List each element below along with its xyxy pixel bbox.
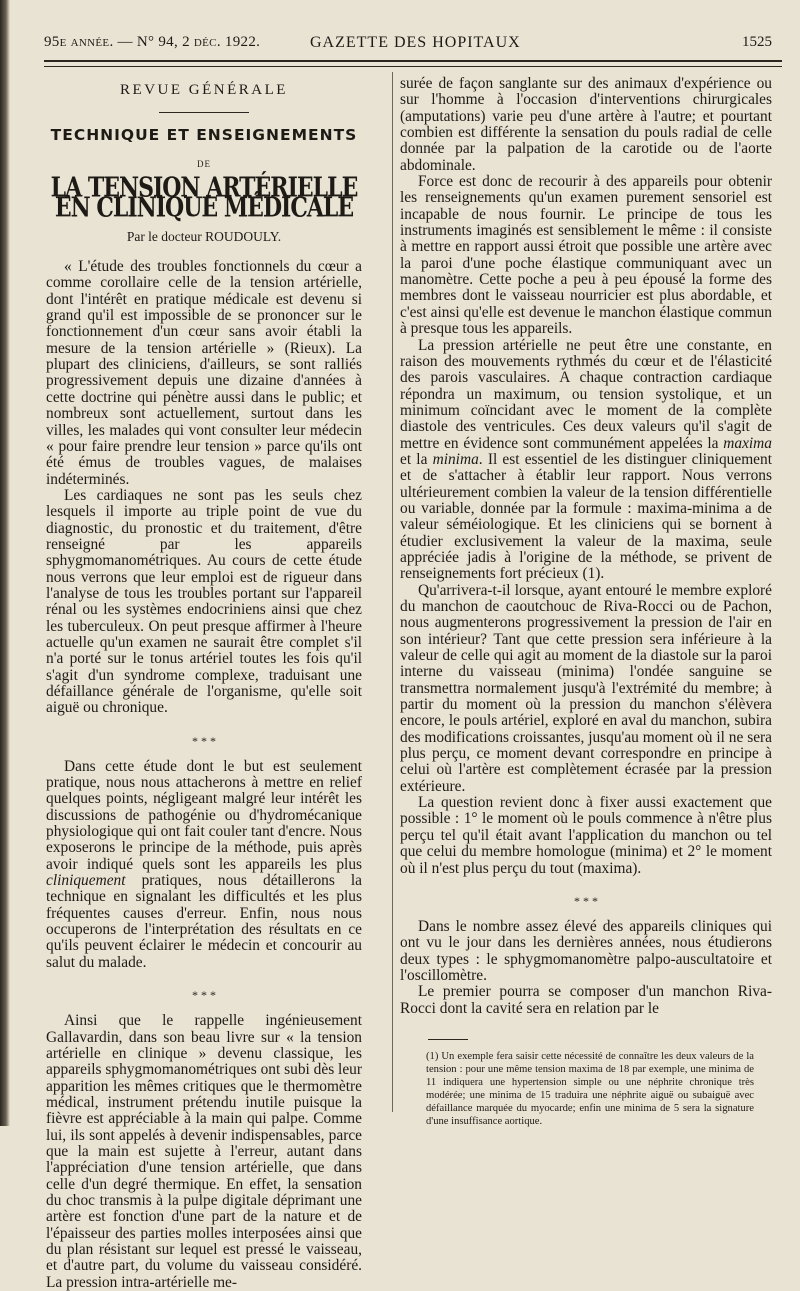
- left-column: [46, 76, 362, 1291]
- footnote-rule: [428, 1039, 468, 1040]
- paragraph: La question revient donc à fixer aussi exactement que possible : 1° le moment où le pouls commence à n'être plus perçu tel qu'il était avant l'application du manchon ou tel que celui du membre homologue (minima) et 2° le moment où il n'est plus perçu du tout (maxima).: [400, 794, 772, 877]
- header-rule-thick: [44, 60, 782, 62]
- section-separator-stars: * * *: [192, 988, 216, 1003]
- paragraph: Ainsi que le rappelle ingénieusement Gallavardin, dans son beau livre sur « la tension artérielle en clinique » devenu classique, les appareils sphygmomanométriques ont subi dès leur apparition les mêmes critiques que le thermomètre médical, instrument prétendu inutile puisque la fièvre est appréciable à la main qui palpe. Comme lui, ils sont appelés à devenir indispensables, parce que la main est sujette à l'erreur, autant dans l'appréciation d'une tension artérielle, que dans celle d'un degré thermique. En effet, la sensation du choc transmis à la pulpe digitale déprimant une artère est fonction d'une part de la nature et de l'épaisseur des parties molles interposées ainsi que du plan résistant sur lequel est pressé le vaisseau, et d'autre part, du volume du vaisseau considéré. La pression intra-artérielle me-: [46, 1012, 362, 1291]
- paragraph: surée de façon sanglante sur des animaux d'expérience ou sur l'homme à l'occasion d'interventions chirurgicales (amputations) varie peu d'une artère à l'autre; et pourtant combien est différente la sensation du pouls radial de celle donnée par la palpation de la carotide ou de l'aorte abdominale.: [400, 75, 772, 174]
- binding-shadow: [0, 0, 10, 1126]
- paragraph: La pression artérielle ne peut être une constante, en raison des mouvements rythmés du cœur et de l'élasticité des parois vasculaires. A chaque contraction cardiaque répondra un maximum, ou tension systolique, et un minimum coïncidant avec le moment de la complète diastole des ventricules. Ces deux valeurs qu'il s'agit de mettre en évidence sont communément appelées la maxima et la minima. Il est essentiel de les distinguer cliniquement et de s'attacher à établir leur rapport. Nous verrons ultérieurement combien la valeur de la tension différentielle ou variable, donnée par la formule : maxima-minima a de valeur séméiologique. Et les cliniciens qui se bornent à étudier exclusivement la valeur de la maxima, seule appréciée jadis à l'origine de la méthode, se privent de renseignements fort précieux (1).: [400, 336, 772, 583]
- title-connector: DE: [197, 158, 211, 169]
- paragraph: Les cardiaques ne sont pas les seuls chez lesquels il importe au triple point de vue du diagnostic, du pronostic et du traitement, d'être renseigné par les appareils sphygmomanométriques. Au cours de cette étude nous verrons que leur emploi est de rigueur dans l'analyse de tous les troubles portant sur l'appareil rénal ou les systèmes endocriniens ainsi que chez les tuberculeux. On peut presque affirmer à l'heure actuelle qu'un examen ne saurait être complet s'il n'a porté sur le tonus artériel toutes les fois qu'il s'agit d'un syndrome complexe, traduisant une défaillance générale de l'organisme, qu'elle soit aiguë ou chronique.: [46, 486, 362, 717]
- footnote: (1) Un exemple fera saisir cette nécessité de connaître les deux valeurs de la tension : pour une même tension maxima de 18 par exemple, une minima de 11 indiquera une hypertension simple ou une néphrite chronique très modérée; une minima de 15 traduira une néphrite aiguë ou subaiguë avec défaillance marquée du myocarde; enfin une minima de 5 sera la signature d'une insuffisance aortique.: [426, 1050, 754, 1127]
- article-author: Par le docteur ROUDOULY.: [126, 228, 282, 244]
- section-separator-stars: * * *: [574, 893, 598, 908]
- page-header: [40, 34, 780, 56]
- article-supertitle: TECHNIQUE ET ENSEIGNEMENTS: [50, 126, 358, 145]
- section-heading: REVUE GÉNÉRALE: [120, 82, 288, 98]
- paragraph: Dans cette étude dont le but est seulement pratique, nous nous attacherons à mettre en relief quelques points, négligeant malgré leur intérêt les discussions de pathogénie ou d'hydromécanique physiologique qui ont fait couler tant d'encre. Nous exposerons le principe de la méthode, puis après avoir indiqué quels sont les appareils les plus cliniquement pratiques, nous détaillerons la technique en signalant les difficultés et les plus fréquentes causes d'erreur. Enfin, nous nous occuperons de l'interprétation des résultats en ce qu'ils peuvent éclairer le médecin et concourir au salut du malade.: [46, 757, 362, 971]
- right-column: [400, 76, 772, 1128]
- paragraph: « L'étude des troubles fonctionnels du cœur a comme corollaire celle de la tension artérielle, dont l'intérêt en pratique médicale est devenu si grand qu'il est impossible de se prononcer sur le fonctionnement d'un cœur sans avoir établi la mesure de la tension artérielle » (Rieux). La plupart des cliniciens, d'ailleurs, se sont ralliés progressivement depuis une dizaine d'années à cette doctrine qui pénètre aussi dans le public; et nombreux sont actuellement, surtout dans les villes, les malades qui vont consulter leur médecin « pour faire prendre leur tension » parce qu'ils ont été émus de troubles vagues, de malaises indéterminés.: [46, 258, 362, 488]
- section-rule: [159, 112, 249, 113]
- header-rule-thin: [44, 66, 782, 67]
- column-separator: [392, 72, 393, 1112]
- journal-title: GAZETTE DES HOPITAUX: [310, 34, 521, 51]
- section-separator-stars: * * *: [192, 733, 216, 748]
- paragraph: Le premier pourra se composer d'un manchon Riva-Rocci dont la cavité sera en relation par le: [400, 983, 772, 1017]
- issue-info: 95e année. — N° 94, 2 déc. 1922.: [44, 34, 261, 50]
- paragraph: Qu'arrivera-t-il lorsque, ayant entouré le membre exploré du manchon de caoutchouc de Riva-Rocci ou de Pachon, nous augmenterons progressivement la pression de l'air en son intérieur? Tant que cette pression sera inférieure à la valeur de celle qui agit au moment de la diastole sur la paroi interne du vaisseau (minima) l'ondée sanguine se transmettra normalement jusqu'à l'extrémité du membre; à partir du moment où la pression du manchon s'élèvera encore, le pouls artériel, exploré en aval du manchon, subira des modifications croissantes, jusqu'au moment où il ne sera plus perçu, ce moment devant correspondre en principe à celui où l'artère est complètement écrasée par la pression extérieure.: [400, 581, 772, 795]
- page-number: 1525: [742, 34, 772, 50]
- paragraph: Force est donc de recourir à des appareils pour obtenir les renseignements qu'un examen purement sensoriel est incapable de nous fournir. Le principe de tous les instruments imaginés est sensiblement le même : il consiste à mettre en rapport aussi étroit que possible une artère avec la paroi d'une poche élastique communiquant avec un manomètre. Cette poche a peu à peu épousé la forme des membres dont le vaisseau nourricier est plus abordable, et c'est ainsi qu'elle est devenue le manchon élastique commun à presque tous les appareils.: [400, 173, 772, 338]
- paragraph: Dans le nombre assez élevé des appareils cliniques qui ont vu le jour dans les dernières années, nous étudierons deux types : le sphygmomanomètre palpo-auscultatoire et l'oscillomètre.: [400, 917, 772, 984]
- article-title: LA TENSION ARTÉRIELLE EN CLINIQUE MÉDICALE: [50, 171, 358, 225]
